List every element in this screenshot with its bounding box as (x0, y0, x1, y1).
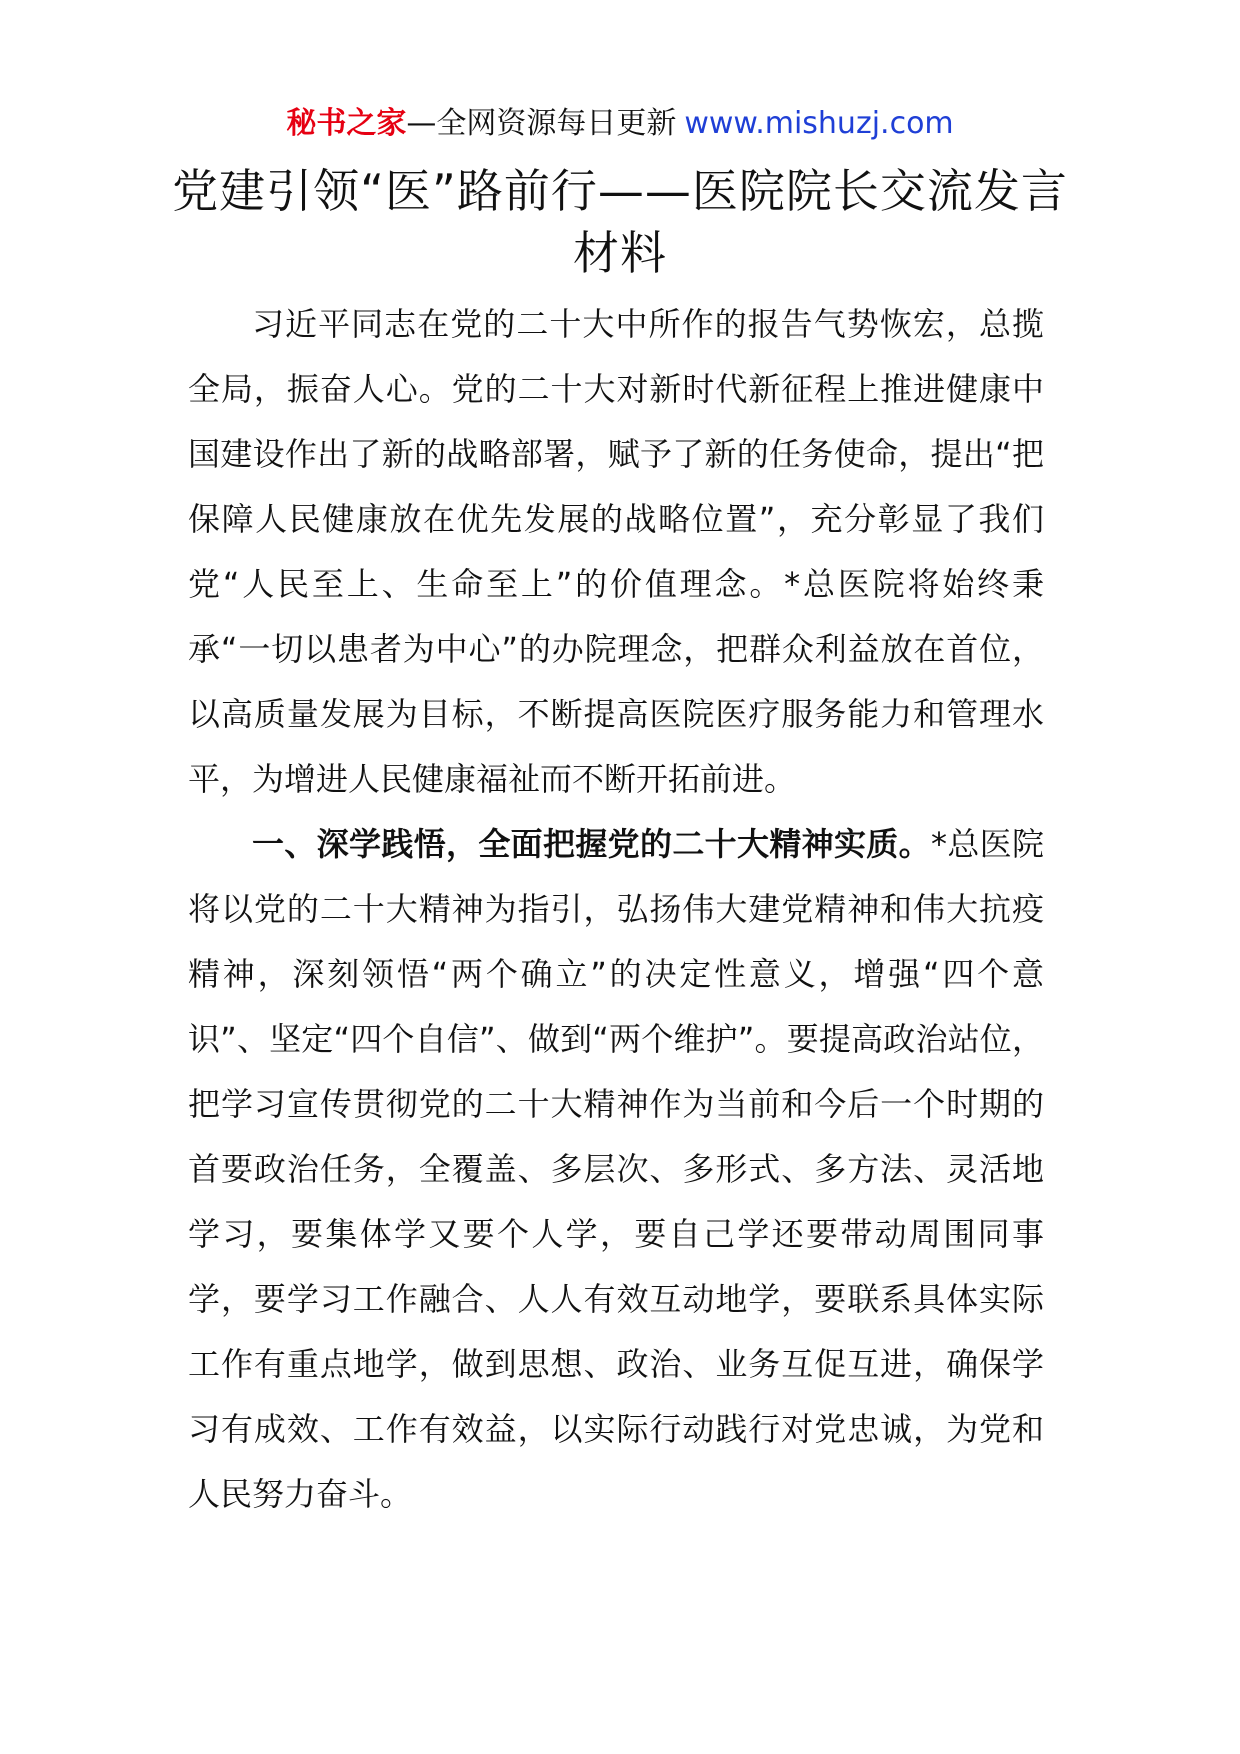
site-url-link[interactable]: www.mishuzj.com (684, 106, 954, 141)
brand-name: 秘书之家 (286, 106, 407, 141)
paragraph-section-1 (188, 812, 1044, 1527)
document-title: 党建引领“医”路前行——医院院长交流发言材料 (172, 164, 1068, 280)
paragraph-intro (188, 292, 1044, 812)
document-body (188, 292, 1044, 1527)
paragraph-text: *总医院将以党的二十大精神为指引，弘扬伟大建党精神和伟大抗疫精神，深刻领悟“两个确立”的决定性意义，增强“四个意识”、坚定“四个自信”、做到“两个维护”。要提高政治站位，把学习宣传贯彻党的二十大精神作为当前和今后一个时期的首要政治任务，全覆盖、多层次、多形式、多方法、灵活地学习，要集体学又要个人学，要自己学还要带动周围同事学，要学习工作融合、人人有效互动地学，要联系具体实际工作有重点地学，做到思想、政治、业务互促互进，确保学习有成效、工作有效益，以实际行动践行对党忠诚，为党和人民努力奋斗。 (188, 825, 1044, 1513)
header-tagline: —全网资源每日更新 (406, 106, 677, 141)
header-banner (0, 104, 1240, 144)
paragraph-text: 习近平同志在党的二十大中所作的报告气势恢宏，总揽全局，振奋人心。党的二十大对新时代新征程上推进健康中国建设作出了新的战略部署，赋予了新的任务使命，提出“把保障人民健康放在优先发展的战略位置”，充分彰显了我们党“人民至上、生命至上”的价值理念。*总医院将始终秉承“一切以患者为中心”的办院理念，把群众利益放在首位，以高质量发展为目标，不断提高医院医疗服务能力和管理水平，为增进人民健康福祉而不断开拓前进。 (188, 305, 1044, 798)
section-heading: 一、深学践悟，全面把握党的二十大精神实质。 (252, 825, 931, 863)
